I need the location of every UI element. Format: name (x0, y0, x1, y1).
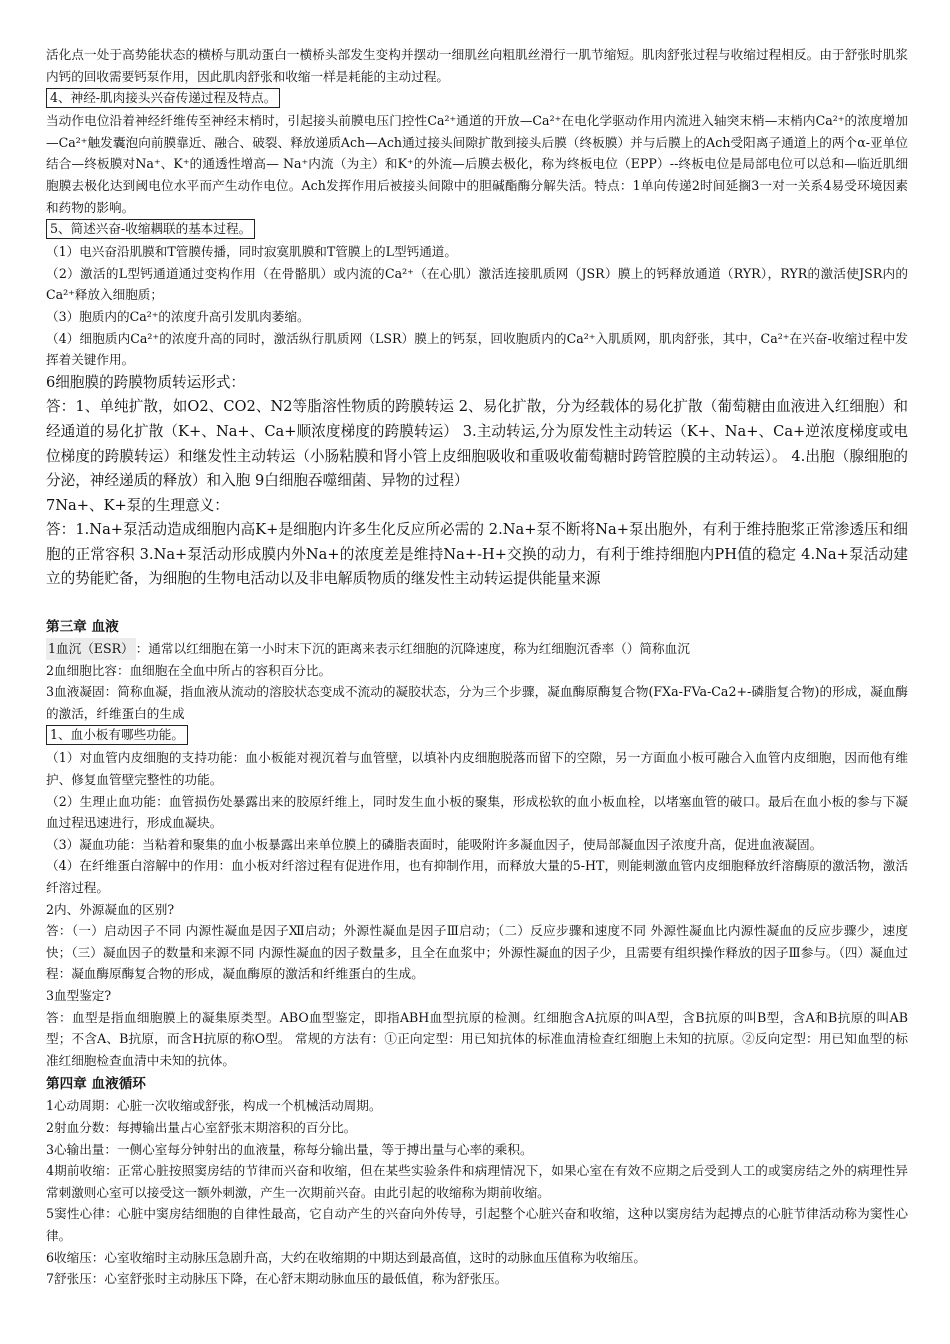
highlighted-term: 1血沉（ESR） (46, 638, 136, 660)
boxed-question-heading: 1、血小板有哪些功能。 (46, 725, 188, 745)
answer-paragraph: 答：1、单纯扩散，如O2、CO2、N2等脂溶性物质的跨膜转运 2、易化扩散，分为经载体的易化扩散（葡萄糖由血液进入红细胞）和经通道的易化扩散（K+、Na+、Ca+顺浓度梯度的跨膜转运） 3.主动转运,分为原发性主动转运（K+、Na+、Ca+逆浓度梯度或电位梯度的跨膜转运）和继发性主动转运（小肠粘膜和肾小管上皮细胞吸收和重吸收葡萄糖时跨管腔膜的主动转运）。 4.出胞（腺细胞的分泌，神经递质的释放）和入胞 9白细胞吞噬细菌、异物的过程） (46, 398, 908, 490)
definition-item: 4期前收缩：正常心脏按照窦房结的节律而兴奋和收缩，但在某些实验条件和病理情况下，如果心室在有效不应期之后受到人工的或窦房结之外的病理性异常刺激则心室可以接受这一额外刺激，产生一次期前兴奋。由此引起的收缩称为期前收缩。 (46, 1163, 908, 1200)
chapter-heading: 第三章 血液 (46, 619, 119, 636)
answer-paragraph: 答：（一）启动因子不同 内源性凝血是因子Ⅻ启动；外源性凝血是因子Ⅲ启动；（二）反应步骤和速度不同 外源性凝血比内源性凝血的反应步骤少，速度快；（三）凝血因子的数量和来源不同 内源性凝血的因子数量多，且全在血浆中；外源性凝血的因子少，且需要有组织操作释放的因子Ⅲ参与。（四）凝血过程：凝血酶原酶复合物的形成，凝血酶原的激活和纤维蛋白的生成。 (46, 923, 908, 982)
list-item: （2）生理止血功能：血管损伤处暴露出来的胶原纤维上，同时发生血小板的聚集，形成松软的血小板血栓，以堵塞血管的破口。最后在血小板的参与下凝血过程迅速进行，形成血凝块。 (46, 793, 908, 831)
answer-paragraph: 答：血型是指血细胞膜上的凝集原类型。ABO血型鉴定，即指ABH血型抗原的检测。红细胞含A抗原的叫A型，含B抗原的叫B型，含A和B抗原的叫AB型；不含A、B抗原，而含H抗原的称O型。 常规的方法有：①正向定型：用已知抗体的标准血清检查红细胞上未知的抗原。②反向定型：用已知血型的标准红细胞检查血清中未知的抗体。 (46, 1009, 908, 1068)
definition-item: 6收缩压：心室收缩时主动脉压急剧升高，大约在收缩期的中期达到最高值，这时的动脉血压值称为收缩压。 (46, 1249, 646, 1265)
list-item: （1）对血管内皮细胞的支持功能：血小板能对视沉着与血管壁，以填补内皮细胞脱落而留下的空隙，另一方面血小板可融合入血管内皮细胞，因而他有维护、修复血管壁完整性的功能。 (46, 750, 908, 788)
paragraph: 活化点一处于高势能状态的横桥与肌动蛋白一横桥头部发生变构并摆动一细肌丝向粗肌丝滑行一肌节缩短。肌肉舒张过程与收缩过程相反。由于舒张时肌浆内钙的回收需要钙泵作用，因此肌肉舒张和收缩一样是耗能的主动过程。 (46, 47, 908, 84)
definition-item: 3心输出量：一侧心室每分钟射出的血液量，称每分输出量，等于搏出量与心率的乘积。 (46, 1141, 533, 1157)
definition-item: 2射血分数：每搏输出量占心室舒张末期溶积的百分比。 (46, 1119, 357, 1135)
list-item: （4）细胞质内Ca²⁺的浓度升高的同时，激活纵行肌质网（LSR）膜上的钙泵，回收胞质内的Ca²⁺入肌质网，肌肉舒张，其中，Ca²⁺在兴奋-收缩过程中发挥着关键作用。 (46, 330, 908, 368)
definition-item: 7舒张压：心室舒张时主动脉压下降，在心舒末期动脉血压的最低值，称为舒张压。 (46, 1271, 508, 1287)
definition-item: 1血沉（ESR） ：通常以红细胞在第一小时末下沉的距离来表示红细胞的沉降速度，称为红细胞沉香率（）简称血沉 (46, 638, 908, 660)
question-heading: 7Na+、K+泵的生理意义： (46, 496, 229, 514)
list-item: （3）胞质内的Ca²⁺的浓度升高引发肌肉萎缩。 (46, 308, 310, 324)
chapter-heading: 第四章 血液循环 (46, 1076, 146, 1093)
list-item: （4）在纤维蛋白溶解中的作用：血小板对纤溶过程有促进作用，也有抑制作用，而释放大量的5-HT，则能刺激血管内皮细胞释放纤溶酶原的激活物，激活纤溶过程。 (46, 858, 908, 895)
list-item: （1）电兴奋沿肌膜和T管膜传播，同时寂寞肌膜和T管膜上的L型钙通道。 (46, 244, 457, 260)
list-item: （3）凝血功能：当粘着和聚集的血小板暴露出来单位膜上的磷脂表面时，能吸附许多凝血因子，使局部凝血因子浓度升高，促进血液凝固。 (46, 836, 823, 852)
boxed-question-heading: 5、简述兴奋-收缩耦联的基本过程。 (46, 219, 255, 239)
paragraph: 当动作电位沿着神经纤维传至神经末梢时，引起接头前膜电压门控性Ca²⁺通道的开放—Ca²⁺在电化学驱动作用内流进入轴突末梢—末梢内Ca²⁺的浓度增加—Ca²⁺触发囊泡向前膜靠近、融合、破裂、释放递质Ach—Ach通过接头间隙扩散到接头后膜（终板膜）并与后膜上的Ach受阳离子通道上的两个α-亚单位结合—终板膜对Na⁺、K⁺的通透性增高— Na⁺内流（为主）和K⁺的外流—后膜去极化，称为终板电位（EPP）--终板电位是局部电位可以总和—临近肌细胞膜去极化达到阈电位水平而产生动作电位。Ach发挥作用后被接头间隙中的胆碱酯酶分解失活。特点：1单向传递2时间延搁3一对一关系4易受环境因素和药物的影响。 (46, 113, 908, 215)
question-heading: 2内、外源凝血的区别? (46, 901, 175, 917)
question-heading: 6细胞膜的跨膜物质转运形式： (46, 373, 246, 391)
document-page (46, 44, 908, 1290)
definition-item: 2血细胞比容：血细胞在全血中所占的容积百分比。 (46, 662, 332, 678)
definition-item: 5窦性心律：心脏中窦房结细胞的自律性最高，它自动产生的兴奋向外传导，引起整个心脏兴奋和收缩，这种以窦房结为起搏点的心脏节律活动称为窦性心律。 (46, 1206, 908, 1243)
list-item: （2）激活的L型钙通道通过变构作用（在骨骼肌）或内流的Ca²⁺（在心肌）激活连接肌质网（JSR）膜上的钙释放通道（RYR），RYR的激活使JSR内的Ca²⁺释放入细胞质； (46, 265, 908, 303)
question-heading: 3血型鉴定? (46, 987, 112, 1003)
boxed-question-heading: 4、神经-肌肉接头兴奋传递过程及特点。 (46, 88, 280, 108)
answer-paragraph: 答：1.Na+泵活动造成细胞内高K+是细胞内许多生化反应所必需的 2.Na+泵不断将Na+泵出胞外，有利于维持胞浆正常渗透压和细胞的正常容积 3.Na+泵活动形成膜内外Na+的浓度差是维持Na+-H+交换的动力，有利于维持细胞内PH值的稳定 4.Na+泵活动建立的势能贮备，为细胞的生物电活动以及非电解质物质的继发性主动转运提供能量来源 (46, 521, 908, 588)
definition-item: 1心动周期：心脏一次收缩或舒张，构成一个机械活动周期。 (46, 1098, 382, 1114)
definition-item: 3血液凝固：简称血凝，指血液从流动的溶胶状态变成不流动的凝胶状态，分为三个步骤，凝血酶原酶复合物(FXa-FVa-Ca2+-磷脂复合物)的形成，凝血酶的激活，纤维蛋白的生成 (46, 684, 908, 721)
